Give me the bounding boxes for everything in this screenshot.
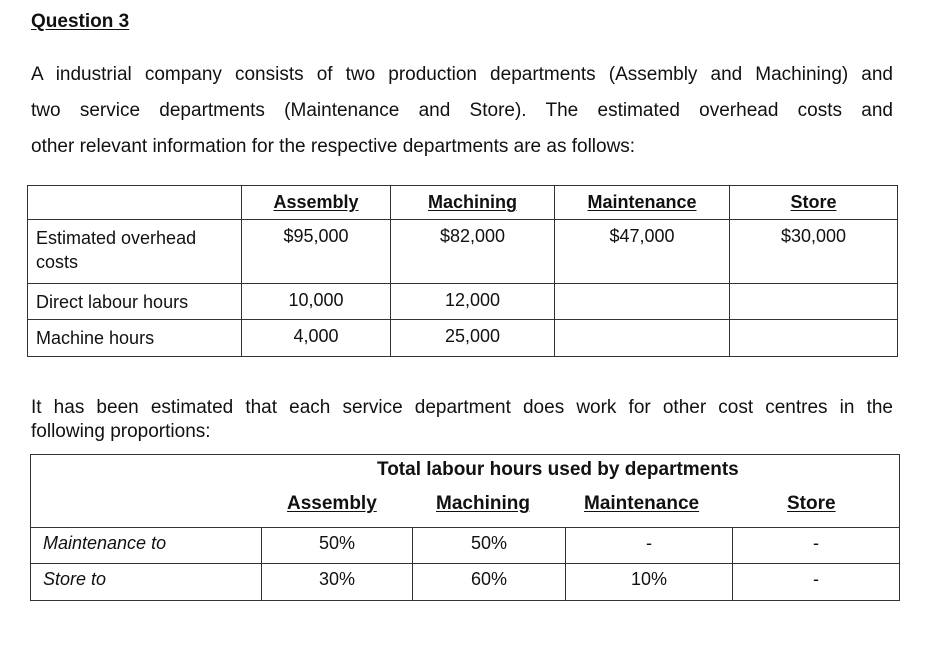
proportions-paragraph [31,396,893,444]
table-cell [730,320,898,357]
table-cell: 12,000 [391,284,555,320]
intro-line: A industrial company consists of two production departments (Assembly and Machining) and [31,64,893,85]
row-label: Machine hours [28,320,242,357]
table-cell: - [733,528,900,564]
table-cell [730,284,898,320]
table-cell: $47,000 [555,220,730,284]
table-header-cell [31,455,900,528]
column-header-maintenance: Maintenance [555,186,730,220]
row-label: Store to [31,564,262,601]
question-heading: Question 3 [31,11,130,32]
paragraph-line: It has been estimated that each service department does work for other cost centres in the [31,397,893,418]
table-cell: 50% [262,528,413,564]
table-cell: 10,000 [242,284,391,320]
table-row [31,564,900,601]
row-label: Direct labour hours [28,284,242,320]
column-header-store: Store [730,186,898,220]
table-cell: 50% [413,528,566,564]
column-header-assembly: Assembly [287,493,377,514]
column-header-assembly: Assembly [242,186,391,220]
column-header-store: Store [787,493,836,514]
table-cell: 30% [262,564,413,601]
table-row [31,528,900,564]
intro-line: other relevant information for the respective departments are as follows: [31,136,636,157]
table-cell [555,320,730,357]
group-title: Total labour hours used by departments [377,459,739,480]
column-header-maintenance: Maintenance [584,493,700,514]
table-row [28,320,898,357]
table-cell: - [566,528,733,564]
table-corner-cell [28,186,242,220]
table-cell [555,284,730,320]
intro-line: two service departments (Maintenance and Store). The estimated overhead costs and [31,100,893,121]
row-label: Estimated overhead costs [28,220,242,284]
table-row [28,220,898,284]
column-header-machining: Machining [391,186,555,220]
table-cell: $95,000 [242,220,391,284]
table-cell: 60% [413,564,566,601]
table-row [28,284,898,320]
row-label: Maintenance to [31,528,262,564]
table-header-row [31,455,900,528]
table-cell: $82,000 [391,220,555,284]
table-header-row [28,186,898,220]
paragraph-line: following proportions: [31,421,211,442]
table-cell: $30,000 [730,220,898,284]
column-header-machining: Machining [436,493,530,514]
table-cell: 4,000 [242,320,391,357]
overhead-info-table [27,185,898,357]
table-cell: 10% [566,564,733,601]
service-proportions-table [30,454,900,601]
table-cell: 25,000 [391,320,555,357]
intro-paragraph [31,57,893,165]
table-cell: - [733,564,900,601]
